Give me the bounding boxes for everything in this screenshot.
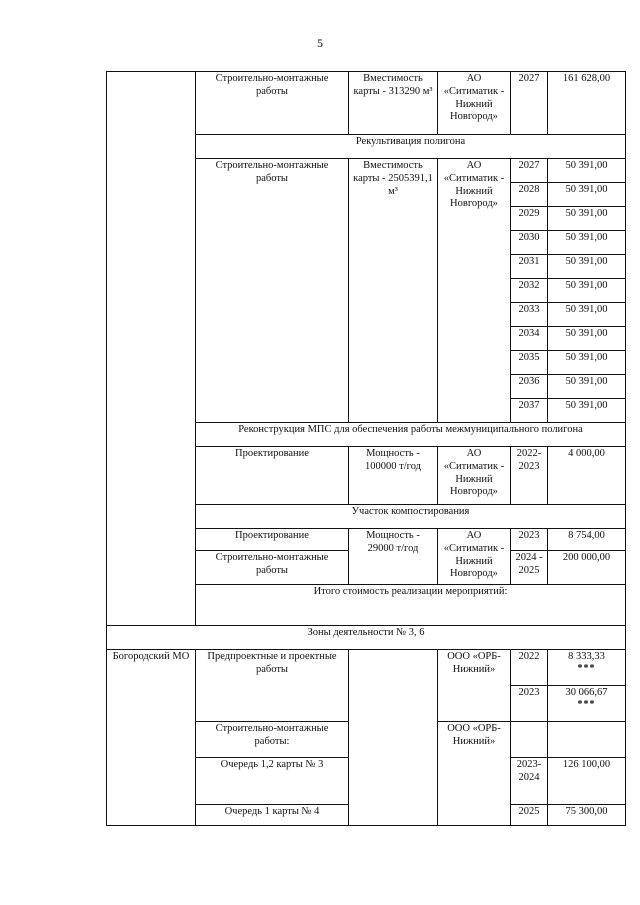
- total-label: Итого стоимость реализации мероприятий:: [196, 585, 626, 626]
- org-cell: ООО «ОРБ-Нижний»: [438, 722, 511, 826]
- year-cell: 2029: [511, 207, 548, 231]
- page-number: 5: [317, 36, 323, 50]
- year-cell: 2022: [511, 650, 548, 686]
- cost-value: 8 333,33: [568, 651, 605, 663]
- cost-cell: 200 000,00: [548, 551, 626, 585]
- year-cell: 2023: [511, 529, 548, 551]
- section-header: Реконструкция МПС для обеспечения работы межмуниципального полигона: [196, 423, 626, 447]
- cost-cell: 50 391,00: [548, 327, 626, 351]
- work-cell: Предпроектные и проектные работы: [196, 650, 349, 722]
- cost-cell: 8 754,00: [548, 529, 626, 551]
- work-cell: Строительно-монтажные работы:: [196, 722, 349, 758]
- param-cell: [349, 650, 438, 826]
- year-cell: 2023-2024: [511, 758, 548, 805]
- cost-cell: 161 628,00: [548, 72, 626, 135]
- year-cell: 2027: [511, 159, 548, 183]
- org-cell: АО «Ситиматик - Нижний Новгород»: [438, 447, 511, 505]
- cost-cell: 126 100,00: [548, 758, 626, 805]
- org-cell: АО «Ситиматик - Нижний Новгород»: [438, 159, 511, 423]
- section-header-row: [107, 626, 626, 650]
- cost-cell: 4 000,00: [548, 447, 626, 505]
- footnote-mark: ***: [577, 699, 596, 711]
- year-cell: 2023: [511, 686, 548, 722]
- cost-cell: 50 391,00: [548, 279, 626, 303]
- param-cell: Вместимость карты - 313290 м³: [349, 72, 438, 135]
- cost-cell: [548, 686, 626, 722]
- year-cell: 2025: [511, 805, 548, 826]
- year-cell: 2024 - 2025: [511, 551, 548, 585]
- org-cell: ООО «ОРБ-Нижний»: [438, 650, 511, 722]
- year-cell: 2022-2023: [511, 447, 548, 505]
- year-cell: 2028: [511, 183, 548, 207]
- section-header: Участок компостирования: [196, 505, 626, 529]
- municipality-cell: Богородский МО: [107, 650, 196, 826]
- cost-cell: 75 300,00: [548, 805, 626, 826]
- year-cell: 2033: [511, 303, 548, 327]
- cost-cell: 50 391,00: [548, 159, 626, 183]
- work-cell: Проектирование: [196, 447, 349, 505]
- work-cell: Очередь 1 карты № 4: [196, 805, 349, 826]
- table-row: [107, 72, 626, 135]
- year-cell: 2031: [511, 255, 548, 279]
- work-cell: Очередь 1,2 карты № 3: [196, 758, 349, 805]
- cost-cell: 50 391,00: [548, 231, 626, 255]
- work-cell: Строительно-монтажные работы: [196, 159, 349, 423]
- year-cell: 2036: [511, 375, 548, 399]
- section-header: Рекультивация полигона: [196, 135, 626, 159]
- param-cell: Мощность - 29000 т/год: [349, 529, 438, 585]
- year-cell: 2030: [511, 231, 548, 255]
- cost-cell: 50 391,00: [548, 375, 626, 399]
- org-cell: АО «Ситиматик - Нижний Новгород»: [438, 529, 511, 585]
- section-header: Зоны деятельности № 3, 6: [107, 626, 626, 650]
- municipality-cell: [107, 72, 196, 626]
- work-cell: Строительно-монтажные работы: [196, 551, 349, 585]
- cost-cell: 50 391,00: [548, 399, 626, 423]
- year-cell: 2037: [511, 399, 548, 423]
- cost-cell: 50 391,00: [548, 255, 626, 279]
- cost-value: 30 066,67: [565, 687, 608, 699]
- param-cell: Вместимость карты - 2505391,1 м³: [349, 159, 438, 423]
- cost-cell: [548, 722, 626, 758]
- year-cell: 2032: [511, 279, 548, 303]
- table-row: [107, 650, 626, 686]
- cost-cell: 50 391,00: [548, 351, 626, 375]
- work-cell: Проектирование: [196, 529, 349, 551]
- org-cell: АО «Ситиматик - Нижний Новгород»: [438, 72, 511, 135]
- cost-cell: [548, 650, 626, 686]
- footnote-mark: ***: [577, 663, 596, 675]
- work-cell: Строительно-монтажные работы: [196, 72, 349, 135]
- cost-cell: 50 391,00: [548, 303, 626, 327]
- cost-cell: 50 391,00: [548, 183, 626, 207]
- measures-table: [106, 71, 626, 826]
- cost-cell: 50 391,00: [548, 207, 626, 231]
- year-cell: 2027: [511, 72, 548, 135]
- year-cell: [511, 722, 548, 758]
- year-cell: 2034: [511, 327, 548, 351]
- param-cell: Мощность - 100000 т/год: [349, 447, 438, 505]
- year-cell: 2035: [511, 351, 548, 375]
